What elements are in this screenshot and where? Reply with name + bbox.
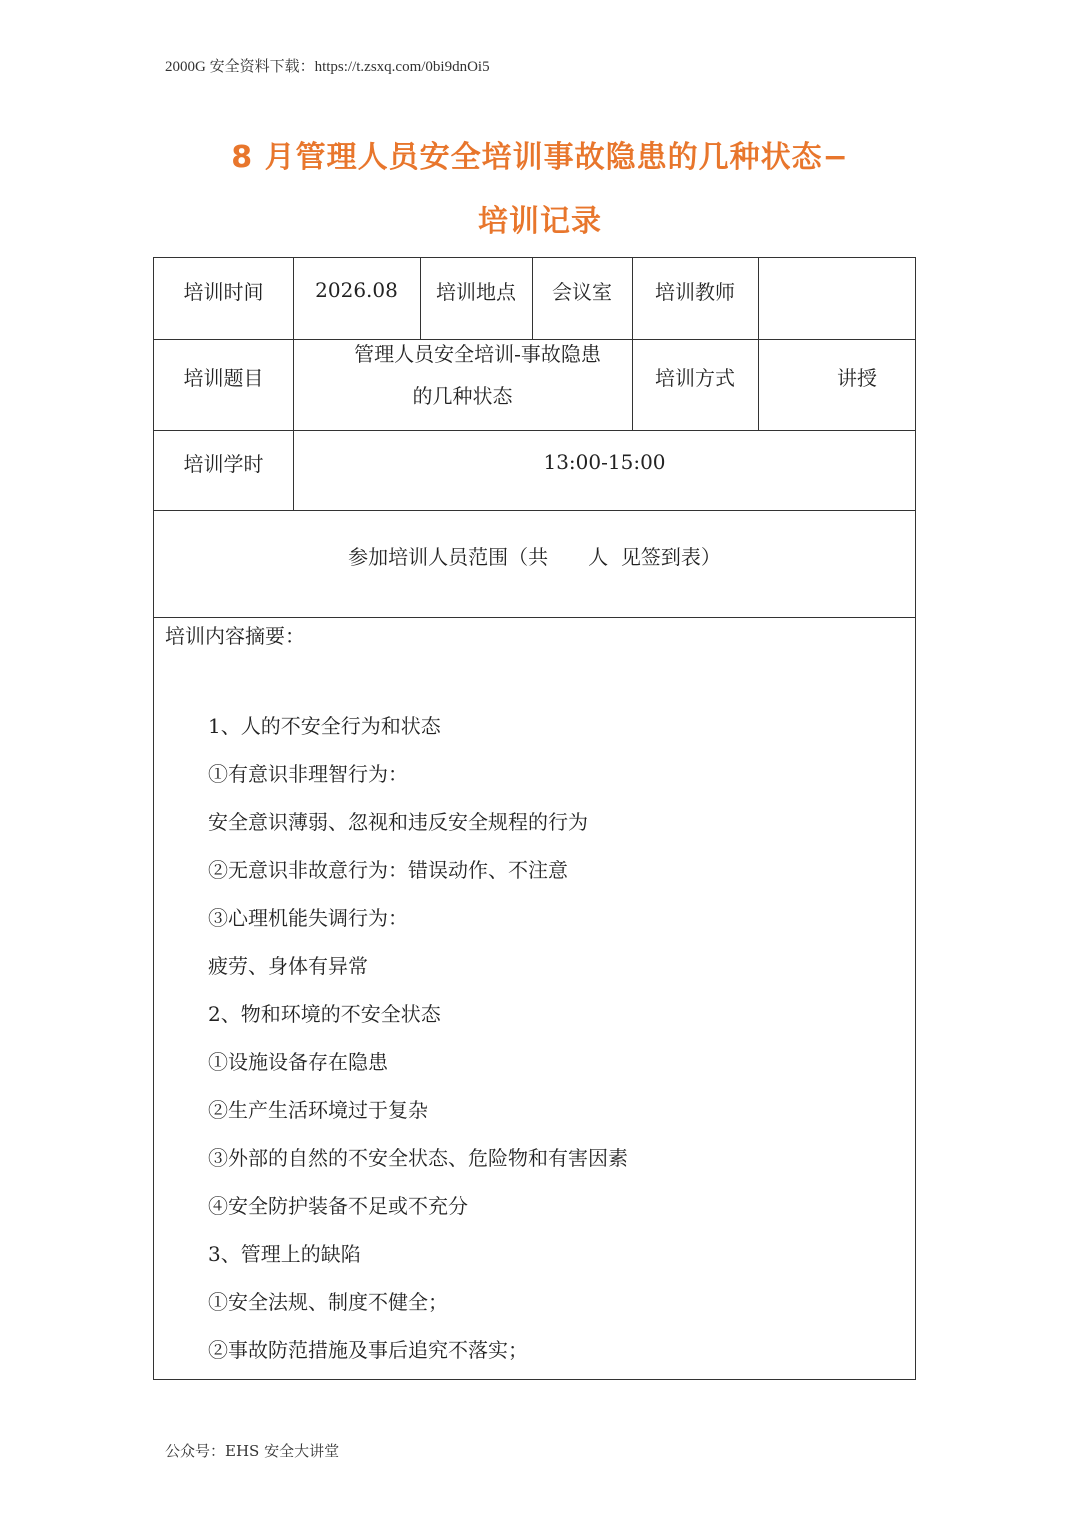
content-line: 2、物和环境的不安全状态 [208,1002,441,1026]
training-topic-label: 培训题目 [183,366,264,390]
table-row-divider [154,617,915,618]
table-row-divider [154,510,915,511]
content-line: 安全意识薄弱、忽视和违反安全规程的行为 [208,810,588,834]
content-line: ③心理机能失调行为： [208,906,408,930]
participants-range: 参加培训人员范围（共 人 见签到表） [348,545,721,569]
training-record-table [153,257,916,1380]
training-method-value: 讲授 [837,366,877,390]
content-line: ④安全防护装备不足或不充分 [208,1194,468,1218]
content-line: 疲劳、身体有异常 [208,954,368,978]
document-title-line-1: 8 月管理人员安全培训事故隐患的几种状态− [231,140,849,175]
document-title-line-2: 培训记录 [478,204,602,239]
content-line: ①设施设备存在隐患 [208,1050,388,1074]
content-line: 1、人的不安全行为和状态 [208,714,441,738]
table-column-divider [758,258,759,430]
content-line: ①有意识非理智行为： [208,762,408,786]
footer-account-note: 公众号：EHS 安全大讲堂 [165,1442,340,1460]
content-line: 3、管理上的缺陷 [208,1242,361,1266]
table-row-divider [154,430,915,431]
training-topic-value [293,333,632,417]
content-line: ①安全法规、制度不健全； [208,1290,448,1314]
content-line: ②生产生活环境过于复杂 [208,1098,428,1122]
training-hours-value: 13:00-15:00 [543,450,666,474]
training-teacher-label: 培训教师 [655,280,735,304]
training-topic-line-1: 管理人员安全培训-事故隐患 [354,342,601,366]
training-place-label: 培训地点 [436,280,516,304]
content-line: ②无意识非故意行为：错误动作、不注意 [208,858,568,882]
training-place-value: 会议室 [552,280,612,304]
content-line: ③外部的自然的不安全状态、危险物和有害因素 [208,1146,628,1170]
training-method-label: 培训方式 [655,366,735,390]
training-hours-label: 培训学时 [183,452,264,476]
content-line: ②事故防范措施及事后追究不落实； [208,1338,528,1362]
training-time-value: 2026.08 [315,278,398,302]
header-download-note: 2000G 安全资料下载：https://t.zsxq.com/0bi9dnOi5 [165,59,490,75]
content-summary-label: 培训内容摘要： [165,624,305,648]
training-topic-line-2: 的几种状态 [412,384,513,408]
training-time-label: 培训时间 [183,280,264,304]
